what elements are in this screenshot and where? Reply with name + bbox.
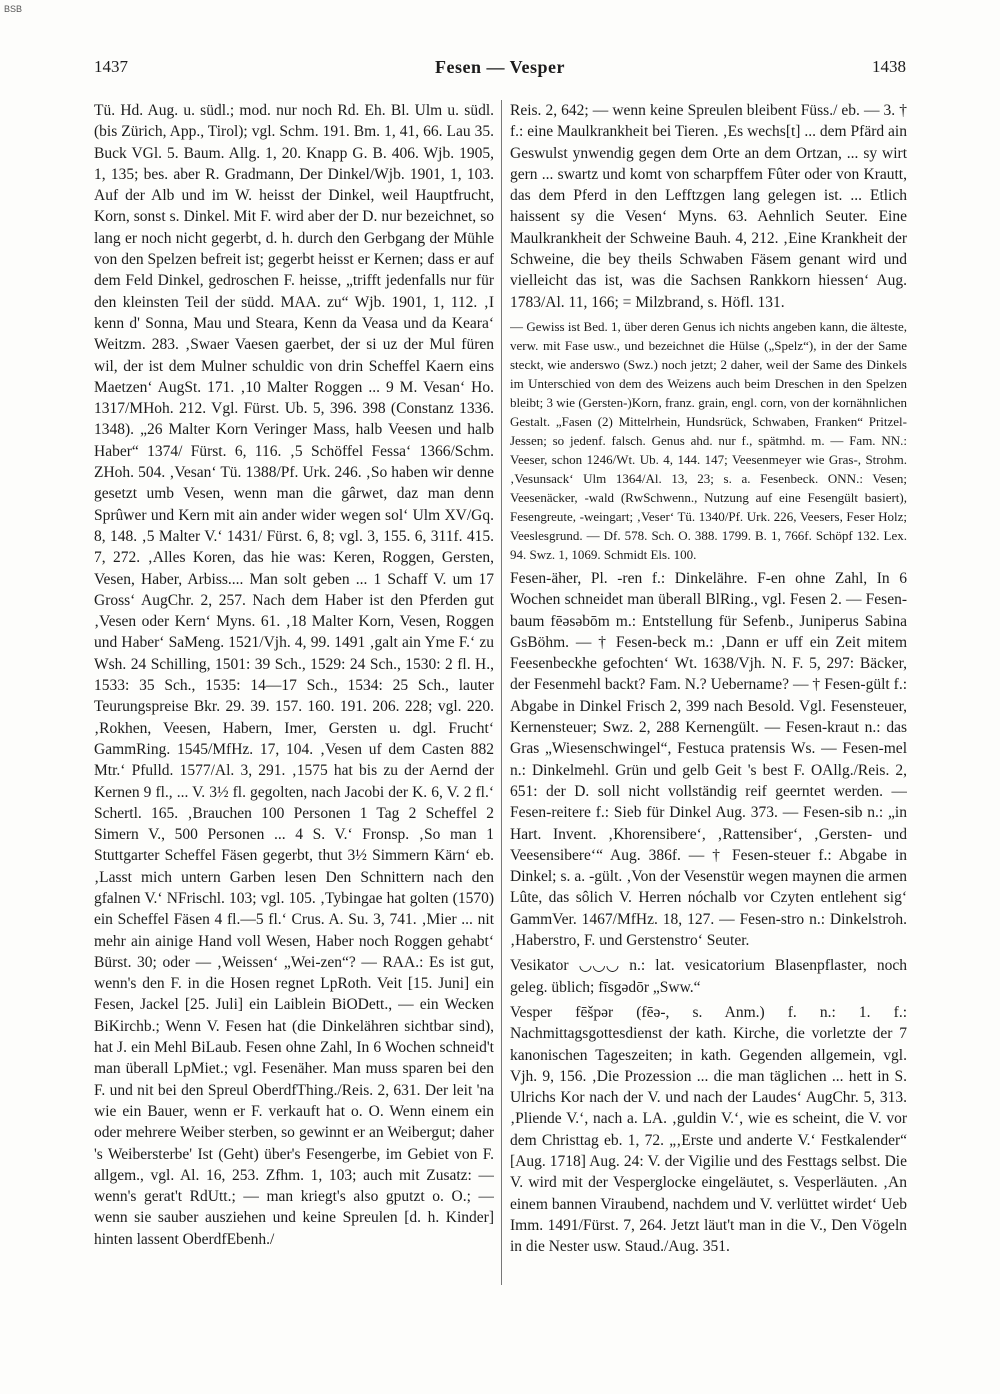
etymology-note: — Gewiss ist Bed. 1, über deren Genus ich nichts angeben kann, die älteste, verw. mit Fase usw., und bezeichnet die Hülse („Spelz“), in der der Same steckt, wie anderswo (Swz.) noch jetzt; 2 daher, weil der Same des Dinkels im Unterschied von dem des Weizens auch beim Dreschen in den Spelzen bleibt; 3 wie (Gersten-)Korn, franz. grain, engl. corn, von der kornähnlichen Gestalt. „Fasen (2) Mittelrhein, Hundsrück, Schwaben, Franken“ Pritzel-Jessen; so jedenf. falsch. Genus ahd. nur f., spätmhd. m. — Fam. NN.: Veeser, schon 1246/Wt. Ub. 4, 144. 147; Veesenmeyer wie Gras-, Strohm. ‚Vesunsack‘ Ulm 1364/Al. 13, 23; s. a. Fesenbeck. ONN.: Vesen; Veesenäcker, -wald (RwSchwenn., Nutzung auf eine Fesengült basiert), Fesengreute, -weingart; ‚Veser‘ Tü. 1340/Pf. Urk. 226, Veesers, Feser Holz; Veeslesgrund. — Df. 578. Sch. O. 388. 1799. B. 1, 766f. Schöpf 132. Lex. 94. Swz. 1, 1069. Schmidt Els. 100. xyxy=(510,318,907,562)
entry-vesper: Vesper fēšpər (fēə-, s. Anm.) f. n.: 1. f.: Nachmittagsgottesdienst der kath. Kirche, die vorletzte der 7 kanonischen Tageszeiten; in kath. Gegenden allgemein, vgl. Vjh. 9, 156. ‚Die Prozession ... die man täglichen ... hett in S. Ulrichs Kor nach der V. und nach der Laudes‘ AugChr. 5, 313. ‚Pliende V.‘, nach a. LA. ‚guldin V.‘, wie es scheint, die V. vor dem Christtag eb. 1, 72. „‚Erste und anderte V.‘ Festkalender“ [Aug. 1718] Aug. 24: V. der Vigilie und des Festtags selbst. Die V. wird mit der Vesperglocke eingeläutet, s. Vesperläuten. ‚An einem bannen Viraubend, nachdem und V. verlüttet wirdet‘ Ueb Imm. 1491/Fürst. 7, 264. Jetzt läut't man in die V., Den Vögeln in die Nester usw. Staud./Aug. 351. xyxy=(510,1003,907,1256)
entry-continuation: Reis. 2, 642; — wenn keine Spreulen bleibent Füss./ eb. — 3. † f.: eine Maulkrankheit bei Tieren. ‚Es wechs[t] ... dem Pfärd ain Geswulst ynwendig gegen dem Orte an dem Ortzan, ... sy wirt gern ... swartz und komt von scharpffem Fûter oder von Krautt, das dem Pferd in den Lefftzgen lang gelegen ist. ... Etlich haissent sy die Vesen‘ Myns. 63. Aehnlich Seuter. Eine Maulkrankheit der Schweine Bauh. 4, 212. ‚Eine Krankheit der Schweine, die bey theils Schwaben Fäsem genant wird und vielleicht das ist, was die Sachsen Rankkorn hiessen‘ Aug. 1783/Al. 11, 166; = Milzbrand, s. Höfl. 131. xyxy=(510,102,907,311)
entry-fesen-compounds: Fesen-äher, Pl. -ren f.: Dinkelähre. F-en ohne Zahl, In 6 Wochen schneidet man überall BlRing., vgl. Fesen 2. — Fesen-baum fēəsəbōm m.: Entstellung für Sefenb., Juniperus Sabina GsBöhm. — † Fesen-beck m.: ‚Dann er uff ein Zeit mitem Feesenbeckhe gefochten‘ Wt. 1638/Vjh. N. F. 5, 297: Bäcker, der Fesenmehl backt? Fam. N.? Uebername? — † Fesen-gült f.: Abgabe in Dinkel Frisch 2, 399 nach Besold. Vgl. Fesensteuer, Kernensteuer; Swz. 2, 288 Kernengült. — Fesen-kraut n.: das Gras „Wiesenschwingel“, Festuca pratensis Ws. — Fesen-mel n.: Dinkelmehl. Grün und gelb Geit 's best F. OAllg./Reis. 2, 651: der D. soll nicht vollständig reif geerntet werden. — Fesen-reitere f.: Sieb für Dinkel Aug. 373. — Fesen-sib n.: „in Hart. Invent. ‚Khorensibere‘, ‚Rattensiber‘, ‚Gersten- und Veesensibere‘“ Aug. 386f. — † Fesen-steuer f.: Abgabe in Dinkel; s. a. -gült. ‚Von der Vesenstür wegen maynen die armen Lûte, das sôlich V. Herren nóchalb vor Czyten entlehent sig‘ GammVer. 1467/MfHz. 18, 127. — Fesen-stro n.: Dinkelstroh. ‚Haberstro, F. und Gerstenstro‘ Seuter. xyxy=(510,569,907,950)
page-number-left: 1437 xyxy=(94,57,128,76)
running-title: Fesen — Vesper xyxy=(435,57,565,77)
page-number-right: 1438 xyxy=(872,57,906,76)
left-column-paragraph: Tü. Hd. Aug. u. südl.; mod. nur noch Rd. Eh. Bl. Ulm u. südl. (bis Zürich, App., Tirol); vgl. Schm. 191. Bm. 1, 41, 66. Lau 35. Buck VGl. 5. Baum. Allg. 1, 20. Knapp G. B. 406. Wjb. 1905, 1, 135; bes. aber R. Gradmann, Der Dinkel/Wjb. 1901, 1, 103. Auf der Alb und im W. heisst der Dinkel, weil Hauptfrucht, Korn, sonst s. Dinkel. Mit F. wird aber der D. nur bezeichnet, so lang er noch nicht gegerbt, d. h. durch den Gerbgang der Mühle von den Spelzen befreit ist; gegerbt heisst er Kernen; dass er auf dem Feld Dinkel, gedroschen F. heisse, „trifft jedenfalls nur für den kleinsten Teil der südd. MAA. zu“ Wjb. 1901, 1, 112. ‚I kenn d' Sonna, Mau und Steara, Kenn da Veasa und da Keara‘ Weitzm. 283. ‚Swaer Vaesen gaerbet, der si uz der Mul füren wil, der ist dem Mulner schuldic von drin Scheffel Kaern eins Maetzen‘ AugSt. 171. ‚10 Malter Roggen ... 9 M. Vesan‘ Ho. 1317/MHoh. 212. Vgl. Fürst. Ub. 5, 396. 398 (Constanz 1336. 1348). „26 Malter Korn Veringer Mass, halb Veesen und halb Haber“ 1374/ Fürst. 6, 116. ‚5 Schöffel Fessa‘ 1366/Schm. ZHoh. 504. ‚Vesan‘ Tü. 1388/Pf. Urk. 246. ‚So haben wir denne gesetzt umb Vesen, wenn man die gârwet, daz man denn Sprûwer und Kern mit ain ander wider wegen sol‘ Ulm XV/Gq. 8, 148. ‚5 Malter V.‘ 1431/ Fürst. 6, 8; vgl. 3, 155. 6, 311f. 415. 7, 272. ‚Alles Koren, das hie was: Keren, Roggen, Gersten, Vesen, Haber, Arbiss.... Man solt geben ... 1 Schaff V. um 17 Gross‘ AugChr. 2, 257. Nach dem Haber ist den Pferden gut ‚Vesen oder Kern‘ Myns. 61. ‚18 Malter Korn, Vesen, Roggen und Haber‘ SaMeng. 1521/Vjh. 4, 99. 1491 ‚galt ain Yme F.‘ zu Wsh. 24 Schilling, 1501: 39 Sch., 1529: 24 Sch., 1530: 2 fl. H., 1533: 35 Sch., 1535: 14—17 Sch., 1534: 25 Sch., lauter Teurungspreise Bkr. 29. 39. 157. 160. 191. 206. 228; vgl. 220. ‚Rokhen, Veesen, Habern, Imer, Gersten u. dgl. Frucht‘ GammRing. 1545/MfHz. 17, 104. ‚Vesen uf dem Casten 882 Mtr.‘ Pfulld. 1577/Al. 3, 291. ‚1575 hat bis zu der Aernd der Kernen 9 fl., ... V. 3½ fl. gegolten, nach Jacobi der K. 6, V. 2 fl.‘ Schertl. 165. ‚Brauchen 100 Personen 1 Tag 2 Scheffel 2 Simern V., 500 Personen ... 4 S. V.‘ Fronsp. ‚So man 1 Stuttgarter Scheffel Fäsen gegerbt, thut 3½ Simmern Kärn‘ eb. ‚Lasst mich untern Garben lesen Den Schnittern nach den gfalnen V.‘ NFrischl. 103; vgl. 105. ‚Tybingae hat golten (1570) ein Scheffel Fäsen 4 fl.—5 fl.‘ Crus. A. Su. 3, 741. ‚Mier ... nit mehr ain ainige Hand voll Wesen, Haber noch Roggen gehabt‘ Bürst. 30; oder — ‚Weissen‘ „Wei-zen“? — RAA.: Es ist gut, wenn's den F. in die Hosen regnet LpRoth. Veit [15. Juni] ein Fesen, Jackel [25. Juli] ein Laiblein BiODett., — ein Wecken BiKirchb.; Wenn V. Fesen hat (die Dinkelähren sichtbar sind), hat J. ein Mehl BiLaub. Fesen ohne Zahl, In 6 Wochen schneid't man überall LpMiet.; vgl. Fesenäher. Man muss sparen bei den F. und nit bei den Spreul OberdfThing./Reis. 2, 631. Der leit 'na wie ein Bauer, wenn er F. verkauft hat o. O. Wenn einem ein oder mehrere Weiber sterben, so gewinnt er an Weibergut; daher 's Weibersterbe' Ist (Geht) über's Fesengerbe, im Gebiet von F. allgem., vgl. Al. 16, 253. Zfhm. 1, 103; auch mit Zusatz: — wenn's gerat't RdUtt.; — man kriegt's also gputzt o. O.; — wenn sie sauber ausziehen und keine Spreulen [d. h. Kinder] hinten lassent OberdfEbenh./ xyxy=(94,102,494,1248)
entry-vesikator: Vesikator ◡◡◡ n.: lat. vesicatorium Blasenpflaster, noch geleg. üblich; fīsgədōr „Sww.“ xyxy=(510,957,907,996)
right-column xyxy=(510,100,907,1295)
left-column xyxy=(94,100,494,1295)
library-stamp: BSB xyxy=(4,4,23,14)
page-header xyxy=(94,57,906,87)
column-divider xyxy=(501,100,502,1285)
